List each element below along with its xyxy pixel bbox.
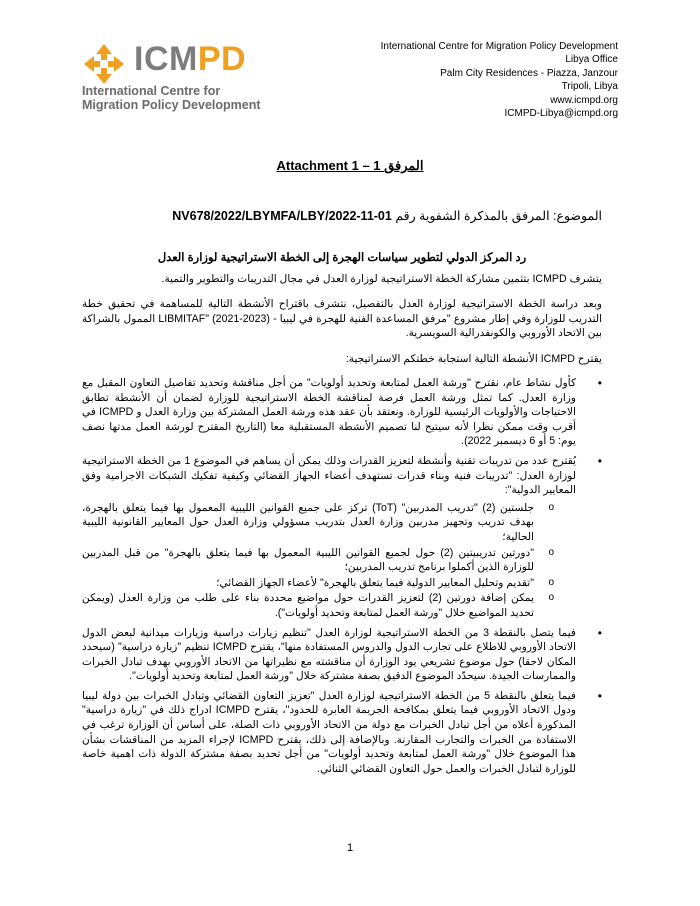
page-number: 1 <box>346 842 354 854</box>
sub-list-item: o "تقديم وتحليل المعايير الدولية فيما يتعلق بالهجرة" لأعضاء الجهاز القضائي؛ <box>82 576 576 591</box>
paragraph-intro: يتشرف ICMPD بتثمين مشاركة الخطة الاستراتيجية لوزارة العدل في مجال التدريبات والتطوير والتمية. <box>161 273 602 285</box>
address-line: Palm City Residences - Piazza, Janzour <box>440 67 618 79</box>
address-line: International Centre for Migration Policy Development <box>380 41 618 52</box>
email-link[interactable]: ICMPD-Libya@icmpd.org <box>504 108 618 120</box>
logo-wordmark: ICMPD <box>134 40 247 78</box>
activities-list <box>82 376 602 781</box>
logo-subtitle: International Centre for Migration Policy Development <box>82 84 261 112</box>
office-address <box>288 40 618 120</box>
sub-list-item: o يمكن إضافة دورتين (2) لتعزيز القدرات حول مواضيع محددة بناء على طلب من وزارة العدل (ويمكن تحديد المواضيع خلال "ورشة العمل لمتابعة وتحديد أولويات"). <box>82 591 576 620</box>
list-item: • يُقترح عدد من تدريبات تقنية وأنشطة لتعزيز القدرات وذلك يمكن أن يساهم في الموضوع 1 من الخطة الاستراتيجية لوزارة العدل: "تدريبات فنية وبناء قدرات تستهدف أعضاء الجهاز القضائي وكيفية تفكيك الشبكات الاجرامية وفق المعايير الدولية": o جلستين (2) "تدريب المدربين" (ToT) تركز على جميع القوانين الليبية المعمول بها فيما يتعلق بالهجرة، بهدف تدريب وتجهيز مدربين وزارة العدل بتدريب مسؤولي وزارة العدل حول المعايير القانونية الليبية الحالية؛ o "دورتين تدريبيتين (2) حول لجميع القوانين الليبية المعمول بها فيما يتعلق بالهجرة" من قبل المدربين للوزارة الذين أكملوا برنامج تدريب المدربين؛ o "تقديم وتحليل المعايير الدولية فيما يتعلق بالهجرة" لأعضاء الجهاز القضائي؛ o يمكن إضافة دورتين (2) لتعزيز القدرات حول مواضيع محددة بناء على طلب من وزارة العدل (ويمكن تحديد المواضيع خلال "ورشة العمل لمتابعة وتحديد أولويات"). <box>82 454 602 621</box>
sub-list <box>82 501 576 621</box>
website-link[interactable]: www.icmpd.org <box>550 94 618 106</box>
sub-list-item: o جلستين (2) "تدريب المدربين" (ToT) تركز على جميع القوانين الليبية المعمول بها فيما يتعلق بالهجرة، بهدف تدريب وتجهيز مدربين وزارة العدل بتدريب مسؤولي وزارة العدل حول المعايير القانونية الليبية الحالية؛ <box>82 501 576 545</box>
icmpd-logo <box>82 40 282 118</box>
list-item: • كأول نشاط عام، نقترح "ورشة العمل لمتابعة وتحديد أولويات" من أجل مناقشة وتحديد تفاصيل التعاون المقبل مع وزارة العدل. كما تمثل ورشة العمل فرصة لمناقشة الخطة الاستراتيجية للوزارة لضمان أن الأنشطة تطابق الاحتياجات والأولويات الرئيسية للوزارة. ونعتقد بأن عقد هذه ورشة العمل المشتركة بين وزارة العدل و ICMPD في أقرب وقت ممكن نظرا لأنه سيتيح لنا تصميم الأنشطة المستقبلية معا (التاريخ المقترح لورشة العمل مدتها نصف يوم: 5 أو 6 ديسمبر 2022). <box>82 376 602 449</box>
paragraph-proposal: يقترح ICMPD الأنشطة التالية استجابة خطتكم الاستراتيجية: <box>345 353 602 365</box>
sub-list-item: o "دورتين تدريبيتين (2) حول لجميع القوانين الليبية المعمول بها فيما يتعلق بالهجرة" من قبل المدربين للوزارة الذين أكملوا برنامج تدريب المدربين؛ <box>82 546 576 575</box>
document-heading: رد المركز الدولي لتطوير سياسات الهجرة إلى الخطة الاستراتيجية لوزارة العدل <box>157 252 527 264</box>
list-item: • فيما يتصل بالنقطة 3 من الخطة الاستراتيجية لوزارة العدل "تنظيم زيارات دراسية وزيارات ميدانية لبعض الدول الاتحاد الأوروبي للاطلاع على تجارب الدول والدروس المستفادة منها"، يقترح ICMPD تنظيم "زيارة دراسية" (سيحدد المكان لاحقا) حول موضوع تشريعي يود الوزارة أن مناقشته مع نظيراتها من الاتحاد الأوروبي بهدف تبادل الخبرات والممارسات الجيدة. سيحدّد الموضوع الدقيق بصفة مشتركة خلال "ورشة العمل لمتابعة وتحديد أولويات". <box>82 626 602 684</box>
address-line: Libya Office <box>565 54 618 66</box>
paragraph-plan: وبعد دراسة الخطة الاستراتيجية لوزارة العدل بالتفصيل، نتشرف باقتراح الأنشطة التالية للمساهمة في تحقيق خطة التدريب للوزارة وفي إطار مشروع "مرفق المساعدة الفنية للهجرة في ليبيا - LIBMITAF" (2021-2023) الممول بالشراكة بين الاتحاد الأوروبي والكونفدرالية السويسرية. <box>82 298 603 340</box>
list-item: • فيما يتعلق بالنقطة 5 من الخطة الاستراتيجية لوزارة العدل "تعزيز التعاون القضائي وتبادل الخبرات بين دولة ليبيا ودول الاتحاد الأوروبي فيما يتعلق بمكافحة الجريمة العابرة للحدود"، يقترح ICMPD ادراج ذلك في "زيارة دراسية" المذكورة أعلاه من أجل تبادل الخبرات مع دولة من الاتحاد الأوروبي ذات الصلة، على أساس أن الوزارة ترغب في الاستفادة من الخبرات والتجارب المقارنة. وبالإضافة إلى ذلك، يقترح ICMPD لإجراء المزيد من المناقشات بشأن هذا الموضوع خلال "ورشة العمل لمتابعة وتحديد أولويات" من أجل تحديد بصفة مشتركة الدولة ذات اهمية خاصة للوزارة لتبادل الخبرات والعمل حول التعاون القضائي الثنائي. <box>82 689 602 777</box>
attachment-title: Attachment 1 – 1 المرفق <box>276 158 424 173</box>
subject-line: الموضوع: المرفق بالمذكرة الشفوية رقم NV678/2022/LBYMFA/LBY/2022-11-01 <box>172 209 602 223</box>
arrows-logo-icon <box>82 42 126 86</box>
address-line: Tripoli, Libya <box>561 81 618 93</box>
